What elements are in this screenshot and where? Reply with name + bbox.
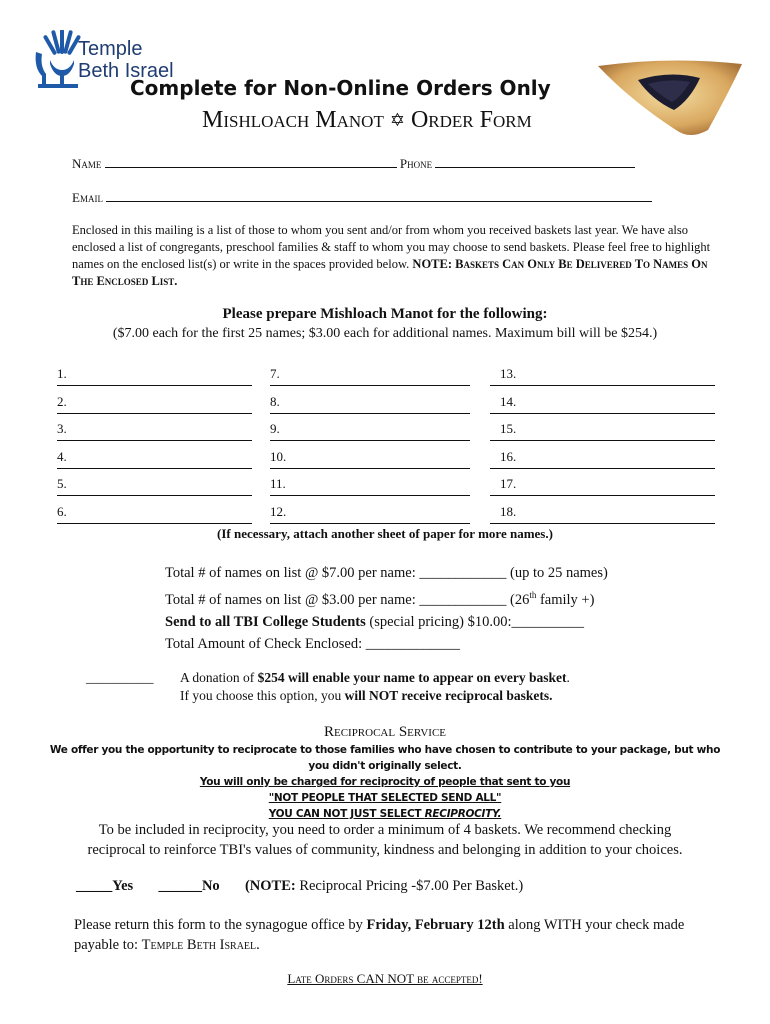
name-label: Name — [72, 156, 102, 171]
name-entry-line[interactable] — [57, 440, 252, 441]
include-line-1: To be included in reciprocity, you need to order a minimum of 4 baskets. We recommend checking — [98, 822, 672, 838]
total-3-sup: th — [529, 590, 537, 600]
return-text-a: Please return this form to the synagogue office by — [74, 917, 367, 933]
yes-option[interactable]: _____Yes — [76, 878, 134, 894]
name-phone-row — [72, 154, 635, 172]
name-number-label: 15. — [500, 421, 517, 436]
intro-paragraph — [72, 222, 712, 290]
total-check-line: Total Amount of Check Enclosed: _____________ — [165, 635, 460, 652]
name-number-label: 13. — [500, 366, 517, 381]
total-3-end: family +) — [536, 591, 595, 608]
reciprocal-line-5-b: RECIPROCITY. — [424, 808, 502, 820]
intro-text: Enclosed in this mailing is a list of those to whom you sent and/or from whom you received baskets last year. We have also enclosed a list of congregants, preschool families & staff to whom you may choose to send baskets. Please feel free to highlight names on the enclosed list(s) or write in the spaces provided below. — [72, 223, 711, 271]
name-number-label: 11. — [270, 476, 286, 491]
name-entry-line[interactable] — [270, 523, 470, 524]
name-number-label: 2. — [57, 393, 67, 409]
name-number-label: 9. — [270, 421, 280, 436]
yes-no-row — [76, 878, 523, 895]
name-entry-line[interactable] — [490, 523, 715, 524]
name-number-label: 8. — [270, 393, 280, 409]
names-heading: Please prepare Mishloach Manot for the following: — [222, 306, 548, 322]
total-7-line: Total # of names on list @ $7.00 per name: ____________ (up to 25 names) — [165, 565, 608, 581]
name-entry-line[interactable] — [270, 468, 470, 469]
name-number-label: 3. — [57, 421, 67, 436]
attach-note: (If necessary, attach another sheet of paper for more names.) — [217, 526, 553, 541]
name-number-label: 7. — [270, 366, 280, 381]
donation-line1-a: A donation of — [180, 670, 258, 685]
email-field[interactable] — [106, 188, 652, 202]
phone-field[interactable] — [435, 154, 635, 168]
title-left: Mishloach Manot — [202, 106, 384, 133]
name-entry-line[interactable] — [57, 523, 252, 524]
name-entry-line[interactable] — [490, 468, 715, 469]
late-orders-notice: Late Orders CAN NOT be accepted! — [287, 971, 483, 986]
reciprocal-line-4: "NOT PEOPLE THAT SELECTED SEND ALL" — [268, 792, 502, 804]
return-instructions — [74, 915, 724, 955]
form-subtitle: Complete for Non-Online Orders Only — [130, 76, 551, 100]
name-number-label: 12. — [270, 503, 287, 519]
name-entry-line[interactable] — [270, 440, 470, 441]
logo-line-1: Temple — [78, 38, 143, 60]
reciprocal-heading: Reciprocal Service — [323, 724, 447, 740]
include-line-2: reciprocal to reinforce TBI's values of community, kindness and belonging in addition to your choices. — [87, 842, 683, 858]
college-label: Send to all TBI College Students — [165, 613, 366, 630]
form-title — [202, 106, 532, 134]
name-field[interactable] — [105, 154, 397, 168]
name-entry-line[interactable] — [270, 385, 470, 386]
name-number-label: 14. — [500, 393, 517, 409]
name-entry-line[interactable] — [57, 385, 252, 386]
name-entry-line[interactable] — [490, 385, 715, 386]
star-of-david-icon: ✡ — [389, 109, 405, 131]
reciprocal-include — [0, 820, 770, 860]
name-number-label: 10. — [270, 448, 287, 464]
donation-blank[interactable]: __________ — [86, 670, 154, 685]
name-entry-line[interactable] — [57, 468, 252, 469]
email-label: Email — [72, 190, 103, 205]
name-number-label: 16. — [500, 448, 517, 464]
pricing-note: Reciprocal Pricing -$7.00 Per Basket.) — [295, 878, 524, 894]
college-rest: (special pricing) $10.00:__________ — [365, 613, 585, 630]
name-number-label: 18. — [500, 503, 517, 519]
name-number-label: 17. — [500, 476, 517, 491]
name-entry-line[interactable] — [57, 495, 252, 496]
name-entry-line[interactable] — [57, 413, 252, 414]
names-pricing: ($7.00 each for the first 25 names; $3.00 each for additional names. Maximum bill will be $254.) — [112, 326, 658, 341]
name-entry-line[interactable] — [490, 413, 715, 414]
name-entry-line[interactable] — [490, 495, 715, 496]
totals-block — [165, 562, 608, 655]
donation-block — [86, 669, 570, 705]
reciprocal-line-3: You will only be charged for reciprocity of people that sent to you — [199, 776, 571, 788]
total-3-text: Total # of names on list @ $3.00 per name: ____________ (26 — [165, 591, 530, 608]
phone-label: Phone — [399, 156, 433, 171]
donation-line1-end: . — [566, 670, 570, 685]
reciprocal-body — [0, 742, 770, 822]
name-entry-line[interactable] — [270, 413, 470, 414]
reciprocal-line-5-a: YOU CAN NOT JUST SELECT — [268, 808, 425, 820]
intro-note: NOTE: Baskets Can Only Be Delivered To Names On The Enclosed List. — [72, 257, 708, 288]
logo-line-2: Beth Israel — [78, 60, 174, 82]
return-text-b: along WITH your check made payable to: — [74, 917, 685, 953]
email-row — [72, 188, 652, 206]
title-right: Order Form — [410, 106, 532, 133]
return-deadline: Friday, February 12th — [366, 917, 505, 933]
college-line — [165, 611, 608, 633]
pricing-note-bold: (NOTE: — [244, 878, 296, 894]
name-entry-line[interactable] — [270, 495, 470, 496]
no-option[interactable]: ______No — [158, 878, 220, 894]
total-3-line — [165, 584, 608, 611]
name-number-label: 1. — [57, 366, 67, 381]
donation-line2-a: If you choose this option, you — [180, 688, 345, 703]
donation-line1-bold: $254 will enable your name to appear on every basket — [257, 670, 567, 685]
reciprocal-line-2: you didn't originally select. — [308, 760, 462, 772]
reciprocal-line-1: We offer you the opportunity to reciprocate to those families who have chosen to contribute to your package, but who — [49, 744, 721, 756]
donation-line2-bold: will NOT receive reciprocal baskets. — [344, 688, 553, 703]
payee: Temple Beth Israel. — [141, 937, 260, 953]
name-number-label: 4. — [57, 448, 67, 464]
name-entry-line[interactable] — [490, 440, 715, 441]
hamantaschen-image — [590, 60, 750, 140]
name-number-label: 5. — [57, 476, 67, 491]
name-number-label: 6. — [57, 503, 67, 519]
